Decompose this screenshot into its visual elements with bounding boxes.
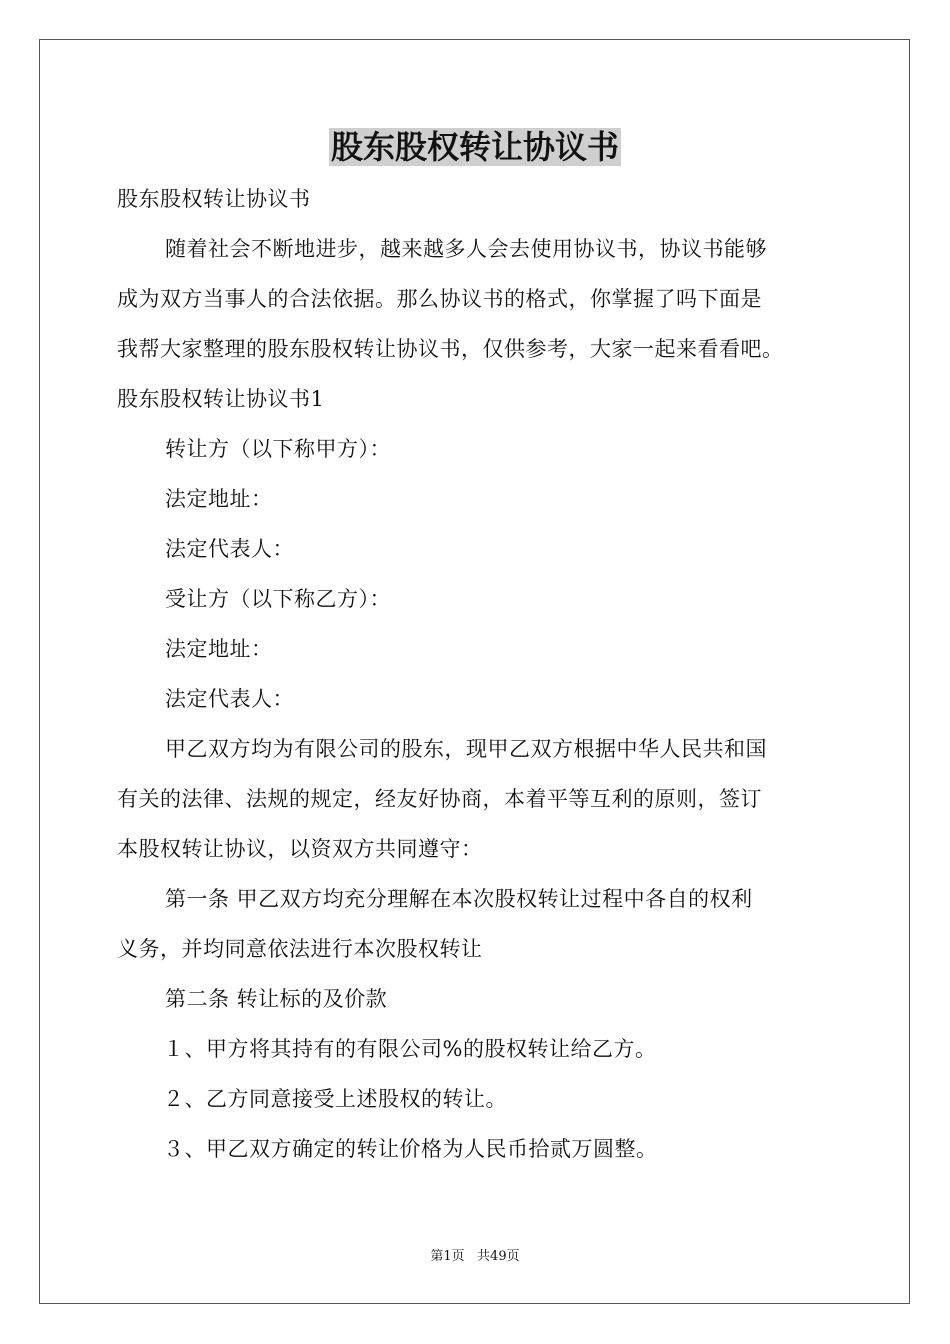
paragraph-line: 成为双方当事人的合法依据。那么协议书的格式，你掌握了吗下面是 [117,287,762,311]
paragraph-line: 我帮大家整理的股东股权转让协议书，仅供参考，大家一起来看看吧。 [117,337,784,361]
paragraph-line: 本股权转让协议，以资双方共同遵守： [117,837,483,861]
paragraph-line: 第二条 转让标的及价款 [165,987,388,1011]
paragraph-line: 法定代表人： [165,537,294,561]
list-item: ３、甲乙双方确定的转让价格为人民币拾贰万圆整。 [163,1137,658,1161]
page-number-footer: 第1页 共49页 [430,1249,520,1264]
document-subtitle: 股东股权转让协议书 [117,187,311,211]
section-heading: 股东股权转让协议书1 [117,387,325,411]
paragraph-line: 转让方（以下称甲方）： [165,437,391,461]
document-title-text: 股东股权转让协议书 [330,128,619,166]
list-item: １、甲方将其持有的有限公司%的股权转让给乙方。 [163,1037,657,1061]
paragraph-line: 义务，并均同意依法进行本次股权转让 [117,937,483,961]
paragraph-line: 有关的法律、法规的规定，经友好协商，本着平等互利的原则，签订 [117,787,762,811]
paragraph-line: 随着社会不断地进步，越来越多人会去使用协议书，协议书能够 [165,237,767,261]
paragraph-line: 受让方（以下称乙方）： [165,587,391,611]
paragraph-line: 第一条 甲乙双方均充分理解在本次股权转让过程中各自的权利 [165,887,753,911]
paragraph-line: 法定代表人： [165,687,294,711]
paragraph-line: 甲乙双方均为有限公司的股东，现甲乙双方根据中华人民共和国 [165,737,767,761]
paragraph-line: 法定地址： [165,487,273,511]
list-item: ２、乙方同意接受上述股权的转让。 [163,1087,507,1111]
page-frame [39,39,910,1304]
paragraph-line: 法定地址： [165,637,273,661]
document-title [0,124,950,170]
